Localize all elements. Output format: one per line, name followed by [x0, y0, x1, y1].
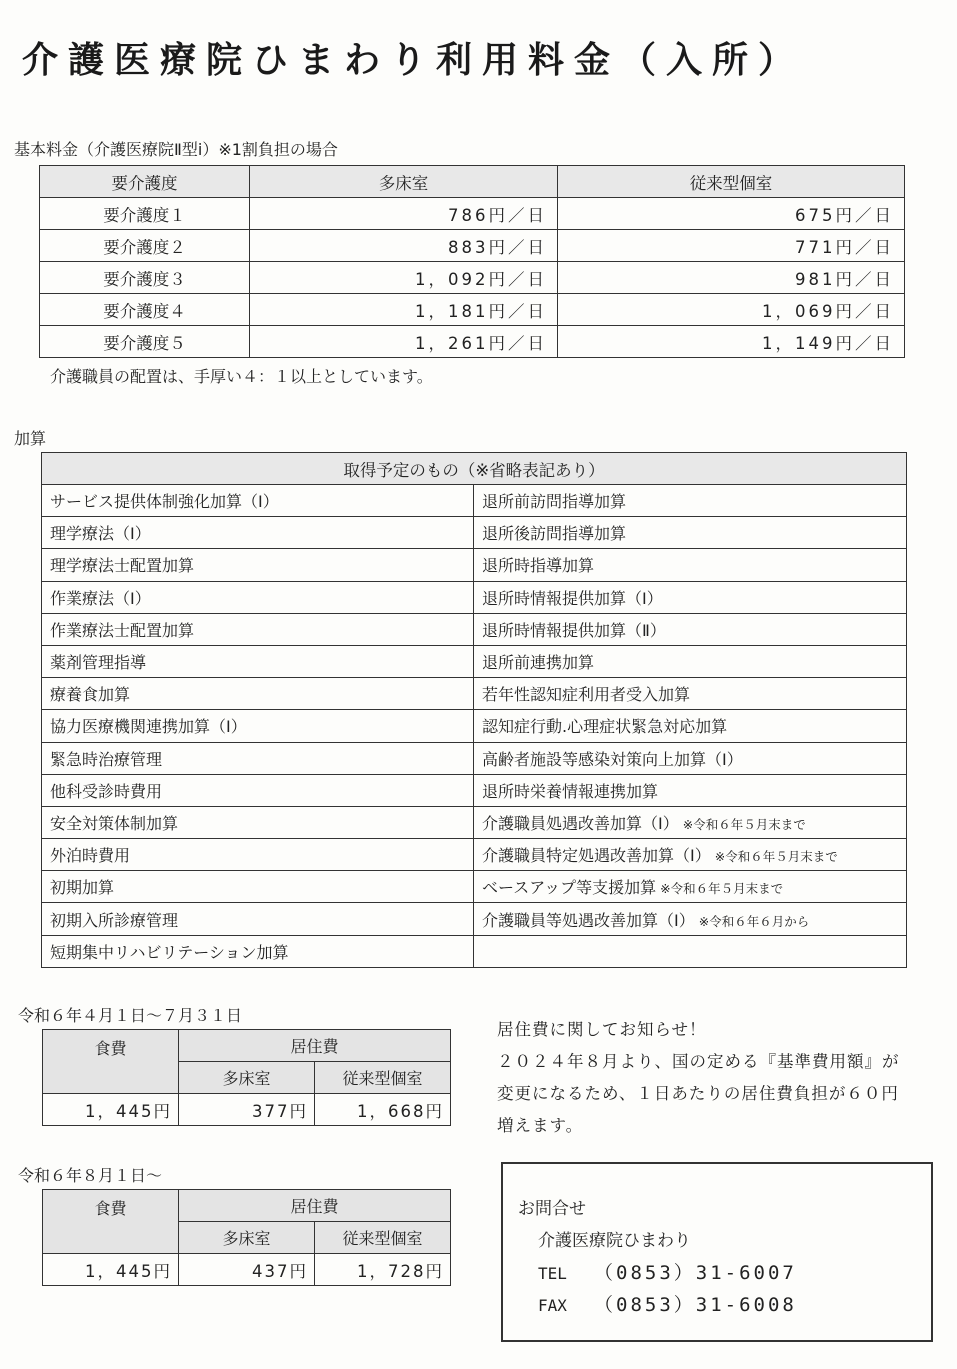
private-fee-cell: 771円／日	[558, 230, 905, 262]
addition-right-label: 退所前連携加算	[482, 653, 595, 673]
private-fee-cell: 675円／日	[558, 198, 905, 230]
period1-label: 令和６年４月１日～７月３１日	[18, 1006, 243, 1025]
addition-right-cell	[474, 678, 907, 710]
contact-tel	[538, 1258, 797, 1285]
addition-right-label: 認知症行動.心理症状緊急対応加算	[482, 717, 728, 737]
addition-right-cell	[474, 839, 907, 871]
addition-period-note: ※令和６年６月から	[698, 913, 810, 929]
table-row	[40, 294, 905, 326]
table-row	[42, 935, 907, 967]
addition-left-cell: 安全対策体制加算	[42, 806, 474, 838]
addition-left-cell: 初期入所診療管理	[42, 903, 474, 935]
table-row	[42, 581, 907, 613]
addition-left-cell: サービス提供体制強化加算（Ⅰ）	[42, 485, 474, 517]
table-row	[42, 645, 907, 677]
notice-line: ２０２４年８月より、国の定める『基準費用額』が	[497, 1052, 900, 1071]
addition-right-cell	[474, 613, 907, 645]
addition-left-cell: 初期加算	[42, 871, 474, 903]
addition-right-label: 高齢者施設等感染対策向上加算（Ⅰ）	[482, 749, 743, 769]
table-header-row	[43, 1190, 451, 1222]
multi-cost-cell: 377円	[179, 1094, 315, 1126]
addition-right-label: 介護職員等処遇改善加算（Ⅰ）	[482, 910, 695, 930]
care-level-cell: 要介護度５	[40, 326, 250, 358]
addition-right-cell	[474, 774, 907, 806]
table-row	[40, 326, 905, 358]
addition-right-cell	[474, 871, 907, 903]
care-level-cell: 要介護度４	[40, 294, 250, 326]
private-cost-cell: 1，668円	[315, 1094, 451, 1126]
notice-line: 変更になるため、１日あたりの居住費負担が６０円	[497, 1084, 899, 1103]
addition-left-cell: 短期集中リハビリテーション加算	[42, 935, 474, 967]
residence-header: 居住費	[179, 1030, 451, 1062]
addition-left-cell: 作業療法（Ⅰ）	[42, 581, 474, 613]
food-cost-cell: 1，445円	[43, 1094, 179, 1126]
table-row	[42, 742, 907, 774]
staffing-note: 介護職員の配置は、手厚い４：１以上としています。	[50, 367, 433, 386]
multi-fee-cell: 1，092円／日	[250, 262, 558, 294]
header-care-level: 要介護度	[40, 166, 250, 198]
multi-bed-header: 多床室	[179, 1062, 315, 1094]
addition-left-cell: 緊急時治療管理	[42, 742, 474, 774]
addition-left-cell: 協力医療機関連携加算（Ⅰ）	[42, 710, 474, 742]
addition-right-cell	[474, 645, 907, 677]
notice-line: 居住費に関してお知らせ！	[497, 1020, 707, 1039]
table-row	[43, 1254, 451, 1286]
care-level-cell: 要介護度２	[40, 230, 250, 262]
facility-name: 介護医療院ひまわり	[538, 1231, 691, 1251]
addition-right-label: 退所時情報提供加算（Ⅱ）	[482, 620, 666, 640]
table-header-row	[40, 166, 905, 198]
multi-fee-cell: 1，261円／日	[250, 326, 558, 358]
addition-left-cell: 作業療法士配置加算	[42, 613, 474, 645]
addition-period-note: ※令和６年５月末まで	[682, 816, 806, 832]
multi-fee-cell: 883円／日	[250, 230, 558, 262]
table-header-row	[42, 453, 907, 485]
contact-fax	[538, 1290, 797, 1317]
table-header-row	[43, 1030, 451, 1062]
private-fee-cell: 1，069円／日	[558, 294, 905, 326]
period2-cost-table	[42, 1189, 451, 1286]
fax-label: FAX	[538, 1296, 567, 1315]
base-fee-label: 基本料金（介護医療院Ⅱ型ⅰ）※1割負担の場合	[14, 140, 338, 159]
fax-number: （0853）31-6008	[594, 1294, 797, 1316]
addition-right-label: 退所時指導加算	[482, 556, 595, 576]
addition-left-cell: 薬剤管理指導	[42, 645, 474, 677]
addition-right-cell	[474, 485, 907, 517]
table-row	[42, 710, 907, 742]
addition-right-cell	[474, 517, 907, 549]
private-room-header: 従来型個室	[315, 1222, 451, 1254]
residence-header: 居住費	[179, 1190, 451, 1222]
table-row	[42, 806, 907, 838]
private-fee-cell: 981円／日	[558, 262, 905, 294]
care-level-cell: 要介護度３	[40, 262, 250, 294]
addition-right-cell	[474, 742, 907, 774]
private-fee-cell: 1，149円／日	[558, 326, 905, 358]
addition-right-cell	[474, 903, 907, 935]
care-level-cell: 要介護度１	[40, 198, 250, 230]
addition-right-cell	[474, 581, 907, 613]
addition-right-label: 介護職員処遇改善加算（Ⅰ）	[482, 813, 679, 833]
tel-number: （0853）31-6007	[594, 1262, 797, 1284]
base-fee-table	[39, 165, 905, 358]
addition-right-label: 退所時栄養情報連携加算	[482, 781, 659, 801]
addition-right-label: 若年性認知症利用者受入加算	[482, 685, 691, 705]
addition-left-cell: 他科受診時費用	[42, 774, 474, 806]
addition-period-note: ※令和６年５月末まで	[714, 849, 838, 865]
header-private-room: 従来型個室	[558, 166, 905, 198]
addition-right-cell	[474, 710, 907, 742]
table-row	[42, 839, 907, 871]
food-header: 食費	[43, 1190, 179, 1254]
food-header: 食費	[43, 1030, 179, 1094]
header-multi-bed: 多床室	[250, 166, 558, 198]
food-cost-cell: 1，445円	[43, 1254, 179, 1286]
multi-fee-cell: 1，181円／日	[250, 294, 558, 326]
multi-cost-cell: 437円	[179, 1254, 315, 1286]
table-row	[43, 1094, 451, 1126]
private-cost-cell: 1，728円	[315, 1254, 451, 1286]
residence-fee-notice	[497, 1014, 917, 1142]
addition-right-cell	[474, 935, 907, 967]
table-row	[42, 678, 907, 710]
contact-title: お問合せ	[518, 1199, 586, 1219]
page-title: 介護医療院ひまわり利用料金（入所）	[22, 40, 805, 81]
table-row	[40, 230, 905, 262]
table-row	[42, 871, 907, 903]
table-row	[42, 549, 907, 581]
period2-label: 令和６年８月１日～	[18, 1166, 163, 1185]
table-row	[40, 262, 905, 294]
period1-cost-table	[42, 1029, 451, 1126]
tel-label: TEL	[538, 1264, 567, 1283]
table-row	[42, 613, 907, 645]
table-row	[42, 903, 907, 935]
addition-right-label: 退所時情報提供加算（Ⅰ）	[482, 588, 663, 608]
addition-left-cell: 理学療法士配置加算	[42, 549, 474, 581]
addition-left-cell: 理学療法（Ⅰ）	[42, 517, 474, 549]
addition-right-label: ベースアップ等支援加算	[482, 878, 657, 898]
multi-bed-header: 多床室	[179, 1222, 315, 1254]
table-row	[42, 517, 907, 549]
private-room-header: 従来型個室	[315, 1062, 451, 1094]
addition-period-note: ※令和６年５月末まで	[660, 881, 784, 897]
additions-header: 取得予定のもの（※省略表記あり）	[42, 453, 907, 485]
table-row	[40, 198, 905, 230]
additions-label: 加算	[14, 429, 47, 448]
notice-line: 増えます。	[497, 1116, 584, 1135]
addition-right-label: 退所前訪問指導加算	[482, 492, 627, 512]
additions-table	[41, 452, 907, 968]
addition-left-cell: 療養食加算	[42, 678, 474, 710]
addition-right-label: 退所後訪問指導加算	[482, 524, 627, 544]
addition-left-cell: 外泊時費用	[42, 839, 474, 871]
addition-right-cell	[474, 549, 907, 581]
multi-fee-cell: 786円／日	[250, 198, 558, 230]
contact-box	[501, 1162, 933, 1342]
addition-right-label: 介護職員特定処遇改善加算（Ⅰ）	[482, 846, 711, 866]
addition-right-cell	[474, 806, 907, 838]
table-row	[42, 774, 907, 806]
table-row	[42, 485, 907, 517]
